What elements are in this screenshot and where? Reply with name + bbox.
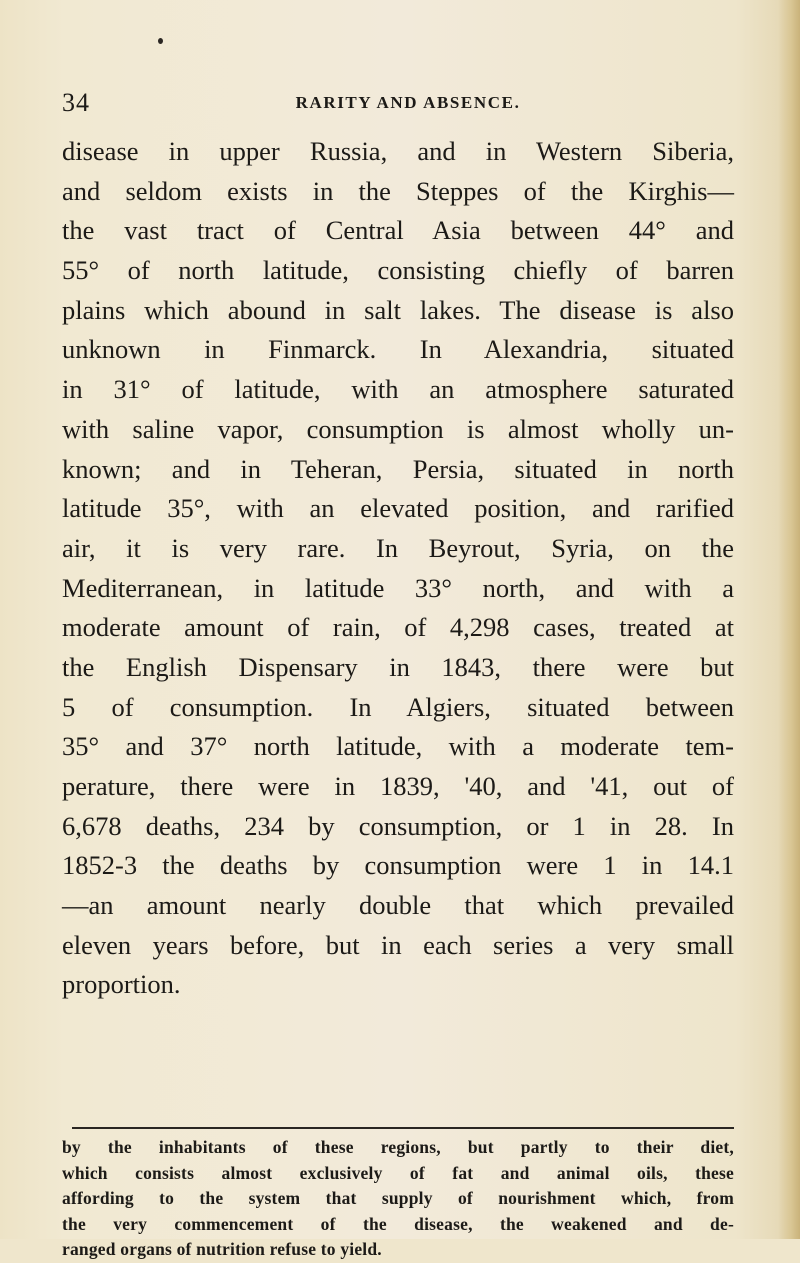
text-line: moderate amount of rain, of 4,298 cases, treated at: [62, 612, 734, 643]
text-line: 1852-3 the deaths by consumption were 1 in 14.1: [62, 850, 734, 881]
footnote: [62, 1135, 734, 1263]
text-line: and seldom exists in the Steppes of the Kirghis—: [62, 175, 734, 206]
text-line: —an amount nearly double that which prevailed: [62, 890, 734, 921]
text-line: 6,678 deaths, 234 by consumption, or 1 in 28. In: [62, 810, 734, 841]
text-line: latitude 35°, with an elevated position, and rarified: [62, 493, 734, 524]
page-header: [62, 88, 738, 122]
page-edge-shadow: [778, 0, 800, 1239]
footnote-divider: [72, 1127, 734, 1129]
text-line: 55° of north latitude, consisting chiefly of barren: [62, 255, 734, 286]
text-line: the vast tract of Central Asia between 44° and: [62, 215, 734, 246]
text-line: perature, there were in 1839, '40, and '41, out of: [62, 771, 734, 801]
text-line: 5 of consumption. In Algiers, situated between: [62, 691, 734, 722]
footnote-line: which consists almost exclusively of fat and animal oils, these: [62, 1162, 734, 1183]
footnote-line: affording to the system that supply of nourishment which, from: [62, 1188, 734, 1208]
text-line: disease in upper Russia, and in Western Siberia,: [62, 136, 734, 166]
text-line: with saline vapor, consumption is almost wholly un-: [62, 413, 734, 444]
text-line: unknown in Finmarck. In Alexandria, situated: [62, 334, 734, 365]
ink-speck: [158, 38, 163, 44]
text-line: Mediterranean, in latitude 33° north, and with a: [62, 572, 734, 603]
running-head: RARITY AND ABSENCE.: [295, 93, 521, 112]
text-line: the English Dispensary in 1843, there were but: [62, 651, 734, 682]
footnote-line: the very commencement of the disease, the weakened and de-: [62, 1213, 734, 1234]
text-line: eleven years before, but in each series a very small: [62, 929, 734, 960]
text-line: 35° and 37° north latitude, with a moderate tem-: [62, 731, 734, 762]
footnote-line: by the inhabitants of these regions, but partly to their diet,: [62, 1137, 734, 1157]
text-line: proportion.: [62, 969, 181, 1000]
text-line: known; and in Teheran, Persia, situated in north: [62, 453, 734, 484]
text-line: plains which abound in salt lakes. The disease is also: [62, 294, 734, 325]
body-text: [62, 132, 734, 1005]
text-line: air, it is very rare. In Beyrout, Syria, on the: [62, 532, 734, 563]
footnote-line: ranged organs of nutrition refuse to yield.: [62, 1239, 382, 1259]
text-line: in 31° of latitude, with an atmosphere saturated: [62, 374, 734, 405]
page-number: 34: [62, 88, 90, 117]
